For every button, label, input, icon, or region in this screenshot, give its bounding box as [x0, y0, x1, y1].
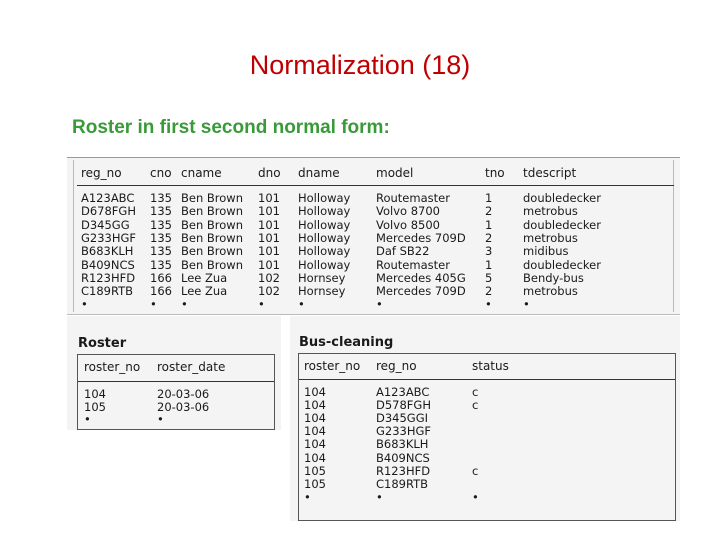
table-cell: G233HGF: [376, 424, 432, 439]
column-header: reg_no: [376, 359, 417, 373]
table-cell: D345GG: [81, 217, 130, 232]
table-cell: 104: [304, 450, 326, 465]
table-cell: Ben Brown: [181, 244, 244, 259]
table-cell: •: [258, 297, 265, 312]
table-cell: Hornsey: [298, 270, 346, 285]
table-cell: D578FGH: [376, 398, 431, 413]
table-cell: 105: [304, 476, 326, 491]
table-cell: Holloway: [298, 217, 351, 232]
column-header: status: [472, 359, 509, 373]
table-cell: 101: [258, 257, 280, 272]
column-header: roster_no: [84, 360, 141, 374]
table-cell: 1: [485, 257, 493, 272]
table-cell: A123ABC: [376, 385, 430, 399]
table-cell: D345GGI: [376, 411, 429, 426]
table-cell: C189RTB: [376, 476, 429, 491]
table-cell: Ben Brown: [181, 204, 244, 219]
table-cell: •: [376, 297, 383, 312]
table-cell: B683KLH: [81, 244, 134, 259]
table-cell: A123ABC: [81, 191, 135, 205]
column-header: dname: [298, 166, 340, 180]
table-cell: Holloway: [298, 191, 351, 205]
column-header: cno: [150, 166, 172, 180]
table-cell: •: [298, 297, 305, 312]
table-cell: 20-03-06: [157, 399, 210, 414]
table-cell: •: [84, 412, 91, 426]
column-header: roster_date: [157, 360, 226, 374]
roster-table-panel: [67, 316, 281, 430]
table-cell: •: [523, 297, 530, 312]
table-cell: Volvo 8700: [376, 204, 440, 219]
table-cell: Holloway: [298, 257, 351, 272]
table-cell: 135: [150, 230, 172, 245]
table-cell: •: [150, 297, 157, 312]
bus-cleaning-table-label: Bus-cleaning: [299, 335, 394, 350]
header-rule: [77, 185, 674, 186]
table-cell: Lee Zua: [181, 270, 228, 285]
table-cell: doubledecker: [523, 257, 601, 272]
table-cell: Routemaster: [376, 191, 450, 205]
table-cell: 20-03-06: [157, 387, 210, 401]
table-cell: 166: [150, 270, 172, 285]
table-cell: 1: [485, 191, 493, 205]
table-cell: Lee Zua: [181, 284, 228, 299]
table-cell: Ben Brown: [181, 230, 244, 245]
table-cell: Holloway: [298, 204, 351, 219]
table-cell: 3: [485, 244, 493, 259]
table-cell: 135: [150, 217, 172, 232]
main-table: [67, 157, 680, 315]
table-cell: Ben Brown: [181, 217, 244, 232]
table-cell: •: [181, 297, 188, 312]
table-cell: Daf SB22: [376, 244, 430, 259]
table-cell: B683KLH: [376, 437, 429, 452]
table-cell: •: [472, 489, 479, 504]
table-cell: 101: [258, 217, 280, 232]
table-cell: 105: [304, 463, 326, 478]
table-cell: 104: [84, 387, 106, 401]
column-header: model: [376, 166, 414, 180]
table-cell: Routemaster: [376, 257, 450, 272]
table-cell: 102: [258, 270, 280, 285]
table-cell: 104: [304, 437, 326, 452]
header-rule: [513, 379, 675, 380]
column-header: cname: [181, 166, 222, 180]
table-cell: B409NCS: [376, 450, 430, 465]
table-cell: Holloway: [298, 244, 351, 259]
table-cell: •: [376, 489, 383, 504]
slide-title: Normalization (18): [249, 50, 471, 80]
table-cell: 135: [150, 204, 172, 219]
table-cell: metrobus: [523, 204, 578, 219]
table-cell: Holloway: [298, 230, 351, 245]
table-cell: 135: [150, 257, 172, 272]
table-cell: •: [304, 489, 311, 504]
table-cell: C189RTB: [81, 284, 134, 299]
table-cell: metrobus: [523, 284, 578, 299]
table-cell: c: [472, 385, 479, 399]
table-cell: midibus: [523, 244, 569, 259]
table-cell: Hornsey: [298, 284, 346, 299]
table-cell: Mercedes 709D: [376, 284, 466, 299]
table-cell: 102: [258, 284, 280, 299]
table-cell: Mercedes 709D: [376, 230, 466, 245]
table-cell: c: [472, 463, 479, 478]
table-cell: •: [157, 412, 164, 426]
roster-table: [77, 354, 275, 430]
table-cell: B409NCS: [81, 257, 135, 272]
table-cell: 135: [150, 244, 172, 259]
table-cell: R123HFD: [376, 463, 431, 478]
slide-subtitle: Roster in first second normal form:: [72, 117, 390, 138]
roster-table-label: Roster: [78, 336, 127, 351]
table-cell: Ben Brown: [181, 257, 244, 272]
table-cell: metrobus: [523, 230, 578, 245]
table-cell: 101: [258, 244, 280, 259]
table-cell: •: [485, 297, 492, 312]
table-cell: 101: [258, 230, 280, 245]
table-cell: doubledecker: [523, 217, 601, 232]
column-header: tdescript: [523, 166, 577, 180]
table-cell: Mercedes 405G: [376, 270, 466, 285]
table-border-right: [673, 160, 674, 312]
header-rule: [299, 379, 513, 380]
bus-cleaning-table-panel: [290, 316, 680, 521]
column-header: tno: [485, 166, 505, 180]
column-header: dno: [258, 166, 281, 180]
table-border-left: [73, 160, 74, 312]
table-cell: c: [472, 398, 479, 413]
table-cell: 5: [485, 270, 493, 285]
table-cell: Volvo 8500: [376, 217, 440, 232]
table-cell: 104: [304, 398, 326, 413]
table-cell: 2: [485, 230, 493, 245]
table-cell: 104: [304, 424, 326, 439]
header-rule: [78, 381, 274, 382]
table-cell: 101: [258, 204, 280, 219]
table-cell: Ben Brown: [181, 191, 244, 205]
table-cell: 105: [84, 399, 106, 414]
table-cell: R123HFD: [81, 270, 136, 285]
column-header: reg_no: [81, 166, 122, 180]
table-cell: Bendy-bus: [523, 270, 584, 285]
column-header: roster_no: [304, 359, 361, 373]
table-cell: 166: [150, 284, 172, 299]
table-cell: 104: [304, 411, 326, 426]
table-cell: 135: [150, 191, 172, 205]
table-cell: G233HGF: [81, 230, 137, 245]
table-cell: 104: [304, 385, 326, 399]
table-cell: 1: [485, 217, 493, 232]
table-cell: D678FGH: [81, 204, 136, 219]
table-cell: 2: [485, 284, 493, 299]
bus-cleaning-status-column: [513, 353, 676, 521]
table-cell: 2: [485, 204, 493, 219]
table-cell: doubledecker: [523, 191, 601, 205]
table-cell: 101: [258, 191, 280, 205]
table-cell: •: [81, 297, 88, 312]
